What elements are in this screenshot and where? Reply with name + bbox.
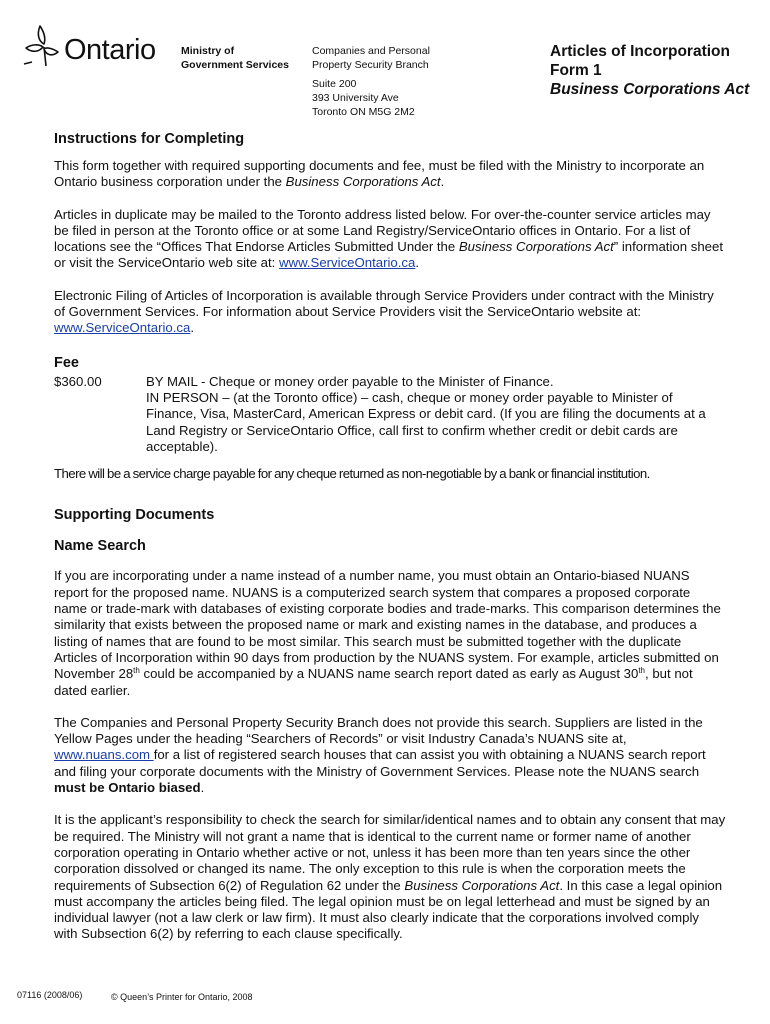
supporting-documents-heading: Supporting Documents xyxy=(54,507,215,524)
intro-paragraph: This form together with required supporting documents and fee, must be filed with the Ministry to incorporate an Ontario business corporation under the Business Corporations Act. xyxy=(54,158,705,190)
serviceontario-link-2[interactable]: www.ServiceOntario.ca xyxy=(54,320,191,336)
filing-locations-paragraph: Articles in duplicate may be mailed to the Toronto address listed below. For over-the-counter service articles may be filed in person at the Toronto office or at some Land Registry/ServiceOntario offices in Ontario. For a list of locations see the “Offices That Endorse Articles Submitted Under the Business Corporations Act” information sheet or visit the ServiceOntario web site at: www.ServiceOntario.ca. xyxy=(54,206,723,271)
applicant-responsibility-paragraph: It is the applicant’s responsibility to check the search for similar/identical names and to obtain any consent that may be required. The Ministry will not grant a name that is identical to the current name or former name of another corporation operating in Ontario whether active or not, unless it has been more than ten years since the other corporation dissolved or changed its name. The only exception to this rule is when the corporation meets the requirements of Subsection 6(2) of Regulation 62 under the Business Corporations Act. In this case a legal opinion must accompany the articles being filed. The legal opinion must be on legal letterhead and must be signed by an individual lawyer (not a law clerk or law firm). It must also clearly indicate that the corporations involved comply with Subsection 6(2) by referring to each clause specifically. xyxy=(54,812,726,942)
search-suppliers-paragraph: The Companies and Personal Property Security Branch does not provide this search. Suppliers are listed in the Yellow Pages under the heading “Searchers of Records” or visit Industry Canada’s NUANS site at, www.nuans.com for a list of registered search houses that can assist you with obtaining a NUANS search report and filing your corporate documents with the Ministry of Government Services. Please note the NUANS search must be Ontario biased. xyxy=(54,714,706,796)
instructions-heading: Instructions for Completing xyxy=(54,131,245,147)
name-search-heading: Name Search xyxy=(54,538,146,555)
serviceontario-link[interactable]: www.ServiceOntario.ca xyxy=(279,255,416,271)
fee-payment-methods: BY MAIL - Cheque or money order payable to the Minister of Finance. IN PERSON – (at the Toronto office) – cash, cheque or money order payable to Minister of Finance, Visa, MasterCard, American Express or debit card. (If you are filing the documents at a Land Registry or ServiceOntario Office, call first to confirm whether credit or debit cards are acceptable). xyxy=(146,373,706,454)
ministry-name: Ministry of Government Services xyxy=(181,45,289,71)
ontario-logo xyxy=(22,22,162,72)
copyright-notice: © Queen’s Printer for Ontario, 2008 xyxy=(111,992,253,1002)
form-code: 07116 (2008/06) xyxy=(17,990,83,1000)
fee-heading: Fee xyxy=(54,354,79,371)
fee-amount: $360.00 xyxy=(54,373,102,389)
nuans-link[interactable]: www.nuans.com xyxy=(54,747,154,763)
branch-name: Companies and Personal Property Security Branch xyxy=(312,45,430,71)
trillium-icon xyxy=(22,22,64,70)
nuans-paragraph: If you are incorporating under a name instead of a number name, you must obtain an Ontario-biased NUANS report for the proposed name. NUANS is a computerized search system that compares a proposed corporate name or trade-mark with databases of existing corporate bodies and trade-marks. This comparison determines the similarity that exists between the proposed name or mark and existing names in the database, and produces a listing of names that are found to be most similar. This search must be submitted together with the duplicate Articles of Incorporation within 90 days from production by the NUANS system. For example, articles submitted on November 28th could be accompanied by a NUANS name search report dated as early as August 30th, but not dated earlier. xyxy=(54,568,721,698)
service-charge-note: There will be a service charge payable for any cheque returned as non-negotiable by a bank or financial institution. xyxy=(54,466,650,482)
instructions-body xyxy=(54,130,726,943)
form-title: Articles of Incorporation Form 1 Business Corporations Act xyxy=(550,43,750,98)
logo-wordmark: Ontario xyxy=(64,34,156,66)
electronic-filing-paragraph: Electronic Filing of Articles of Incorporation is available through Service Providers under contract with the Ministry of Government Services. For information about Service Providers visit the ServiceOntario website at: www.ServiceOntario.ca. xyxy=(54,287,714,336)
branch-address: Suite 200 393 University Ave Toronto ON M5G 2M2 xyxy=(312,78,415,118)
fee-row xyxy=(54,374,726,455)
